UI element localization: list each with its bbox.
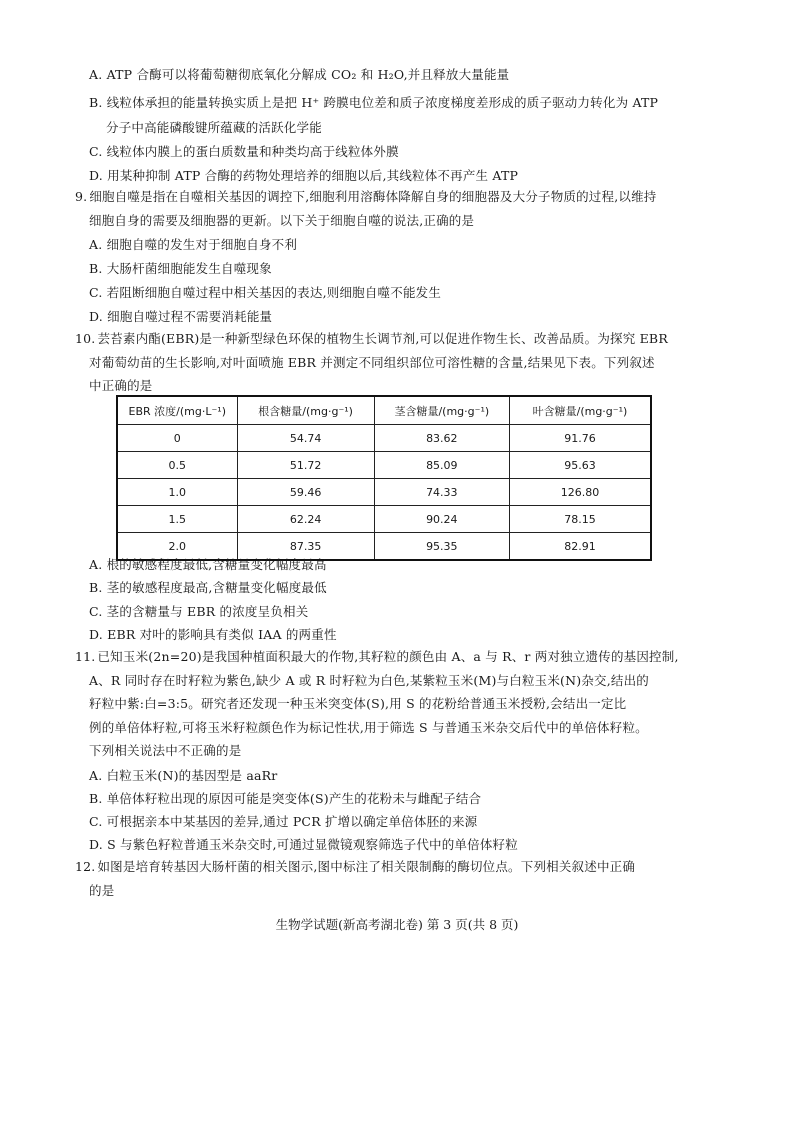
table-cell: 59.46	[237, 479, 374, 506]
table-cell: 0.5	[117, 452, 237, 479]
q9-stem-text-1: 细胞自噬是指在自噬相关基因的调控下,细胞利用溶酶体降解自身的细胞器及大分子物质的过程,以维持	[89, 189, 657, 204]
table-cell: 126.80	[509, 479, 651, 506]
table-cell: 2.0	[117, 533, 237, 561]
table-cell: 91.76	[509, 425, 651, 452]
table-cell: 95.63	[509, 452, 651, 479]
q11-stem-line-2: A、R 同时存在时籽粒为紫色,缺少 A 或 R 时籽粒为白色,某紫粒玉米(M)与白粒玉米(N)杂交,结出的	[89, 673, 650, 688]
table-row	[117, 506, 651, 533]
q12-number: 12.	[75, 859, 96, 874]
q9-option-a: A. 细胞自噬的发生对于细胞自身不利	[89, 237, 298, 252]
q9-option-d: D. 细胞自噬过程不需要消耗能量	[89, 309, 273, 324]
ebr-sugar-table	[116, 395, 652, 561]
q9-number: 9.	[75, 189, 88, 204]
q11-option-d: D. S 与紫色籽粒普通玉米杂交时,可通过显微镜观察筛选子代中的单倍体籽粒	[89, 837, 518, 852]
table-header-cell: 根含糖量/(mg·g⁻¹)	[237, 396, 374, 425]
table-cell: 90.24	[374, 506, 509, 533]
q11-stem-text-1: 已知玉米(2n=20)是我国种植面积最大的作物,其籽粒的颜色由 A、a 与 R、r 两对独立遗传的基因控制,	[97, 649, 679, 664]
q10-option-a: A. 根的敏感程度最低,含糖量变化幅度最高	[89, 557, 327, 572]
table-cell: 51.72	[237, 452, 374, 479]
q10-stem-text-1: 芸苔素内酯(EBR)是一种新型绿色环保的植物生长调节剂,可以促进作物生长、改善品质。为探究 EBR	[97, 331, 668, 346]
q11-option-c: C. 可根据亲本中某基因的差异,通过 PCR 扩增以确定单倍体胚的来源	[89, 814, 478, 829]
table-cell: 0	[117, 425, 237, 452]
table-cell: 82.91	[509, 533, 651, 561]
table-row	[117, 479, 651, 506]
q9-option-c: C. 若阻断细胞自噬过程中相关基因的表达,则细胞自噬不能发生	[89, 285, 442, 300]
q9-stem-line-1	[75, 188, 656, 206]
q8-option-c: C. 线粒体内膜上的蛋白质数量和种类均高于线粒体外膜	[89, 144, 399, 159]
table-cell: 54.74	[237, 425, 374, 452]
q11-stem-line-1	[75, 648, 679, 666]
table-cell: 87.35	[237, 533, 374, 561]
table-cell: 83.62	[374, 425, 509, 452]
q12-stem-text-1: 如图是培育转基因大肠杆菌的相关图示,图中标注了相关限制酶的酶切位点。下列相关叙述中正确	[97, 859, 636, 874]
q9-stem-line-2: 细胞自身的需要及细胞器的更新。以下关于细胞自噬的说法,正确的是	[89, 213, 475, 228]
table-header-cell: 茎含糖量/(mg·g⁻¹)	[374, 396, 509, 425]
q8-option-d: D. 用某种抑制 ATP 合酶的药物处理培养的细胞以后,其线粒体不再产生 ATP	[89, 168, 519, 183]
q10-number: 10.	[75, 331, 96, 346]
q11-stem-line-4: 例的单倍体籽粒,可将玉米籽粒颜色作为标记性状,用于筛选 S 与普通玉米杂交后代中的单倍体籽粒。	[89, 720, 648, 735]
table-row	[117, 425, 651, 452]
q11-option-a: A. 白粒玉米(N)的基因型是 aaRr	[89, 768, 278, 783]
table-cell: 78.15	[509, 506, 651, 533]
q10-option-b: B. 茎的敏感程度最高,含糖量变化幅度最低	[89, 580, 327, 595]
q10-stem-line-2: 对葡萄幼苗的生长影响,对叶面喷施 EBR 并测定不同组织部位可溶性糖的含量,结果见下表。下列叙述	[89, 355, 655, 370]
q12-stem-line-1	[75, 858, 635, 876]
table-row	[117, 452, 651, 479]
q11-stem-line-3: 籽粒中紫:白=3:5。研究者还发现一种玉米突变体(S),用 S 的花粉给普通玉米授粉,会结出一定比	[89, 696, 627, 711]
q9-option-b: B. 大肠杆菌细胞能发生自噬现象	[89, 261, 272, 276]
table-header-cell: EBR 浓度/(mg·L⁻¹)	[117, 396, 237, 425]
table-header-cell: 叶含糖量/(mg·g⁻¹)	[509, 396, 651, 425]
q12-stem-line-2: 的是	[89, 883, 115, 898]
table-header-row	[117, 396, 651, 425]
q8-option-b: B. 线粒体承担的能量转换实质上是把 H⁺ 跨膜电位差和质子浓度梯度差形成的质子驱动力转化为 ATP	[89, 95, 659, 110]
table-cell: 1.0	[117, 479, 237, 506]
q8-option-a: A. ATP 合酶可以将葡萄糖彻底氧化分解成 CO₂ 和 H₂O,并且释放大量能量	[89, 67, 510, 82]
q11-number: 11.	[75, 649, 96, 664]
page-footer: 生物学试题(新高考湖北卷) 第 3 页(共 8 页)	[275, 917, 519, 932]
q11-option-b: B. 单倍体籽粒出现的原因可能是突变体(S)产生的花粉未与雌配子结合	[89, 791, 482, 806]
table-cell: 1.5	[117, 506, 237, 533]
q8-option-b-cont: 分子中高能磷酸键所蕴藏的活跃化学能	[106, 120, 322, 135]
table-cell: 62.24	[237, 506, 374, 533]
q10-stem-line-1	[75, 330, 668, 348]
q10-option-d: D. EBR 对叶的影响具有类似 IAA 的两重性	[89, 627, 337, 642]
q10-option-c: C. 茎的含糖量与 EBR 的浓度呈负相关	[89, 604, 309, 619]
q11-stem-line-5: 下列相关说法中不正确的是	[89, 743, 242, 758]
table-cell: 95.35	[374, 533, 509, 561]
table-cell: 74.33	[374, 479, 509, 506]
q10-stem-line-3: 中正确的是	[89, 378, 153, 393]
table-cell: 85.09	[374, 452, 509, 479]
